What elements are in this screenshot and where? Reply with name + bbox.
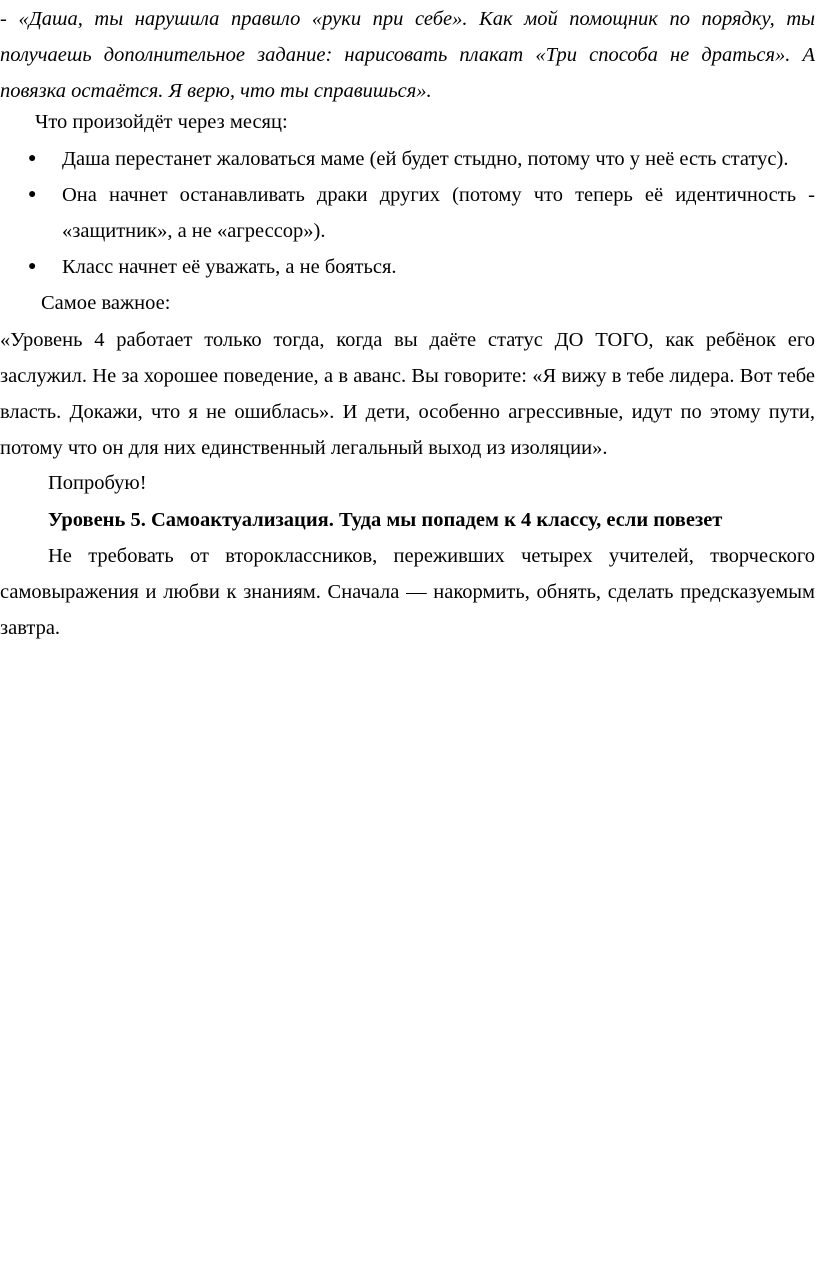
bullet-icon: ●: [28, 151, 37, 166]
month-heading: Что произойдёт через месяц:: [35, 111, 288, 133]
try-line: Попробую!: [48, 472, 147, 494]
level5-heading: Уровень 5. Самоактуализация. Туда мы попадем к 4 классу, если повезет: [48, 509, 723, 531]
bullet-text-3: Класс начнет её уважать, а не бояться.: [62, 256, 397, 278]
bullet-item-2: [0, 177, 815, 249]
bullet-item-1: [0, 141, 815, 177]
bullet-item-3: [0, 249, 815, 285]
bullet-text-2: Она начнет останавливать драки других (потому что теперь её идентичность - «защитник», а не «агрессор»).: [62, 184, 815, 242]
intro-dash: -: [0, 8, 19, 30]
bullet-text-1: Даша перестанет жаловаться маме (ей будет стыдно, потому что у неё есть статус).: [62, 148, 789, 170]
bullet-icon: ●: [28, 259, 37, 274]
bullet-icon: ●: [28, 187, 37, 202]
important-quote: «Уровень 4 работает только тогда, когда вы даёте статус ДО ТОГО, как ребёнок его заслужил. Не за хорошее поведение, а в аванс. Вы говорите: «Я вижу в тебе лидера. Вот тебе власть. Докажи, что я не ошиблась». И дети, особенно агрессивные, идут по этому пути, потому что он для них единственный легальный выход из изоляции».: [0, 329, 815, 459]
level5-text: Не требовать от второклассников, переживших четырех учителей, творческого самовыражения и любви к знаниям. Сначала — накормить, обнять, сделать предсказуемым завтра.: [0, 545, 815, 639]
intro-quote: «Даша, ты нарушила правило «руки при себе». Как мой помощник по порядку, ты получаешь дополнительное задание: нарисовать плакат «Три способа не драться». А повязка остаётся. Я верю, что ты справишься».: [0, 8, 816, 102]
important-heading: Самое важное:: [41, 292, 171, 314]
intro-quote-paragraph: [0, 1, 815, 109]
